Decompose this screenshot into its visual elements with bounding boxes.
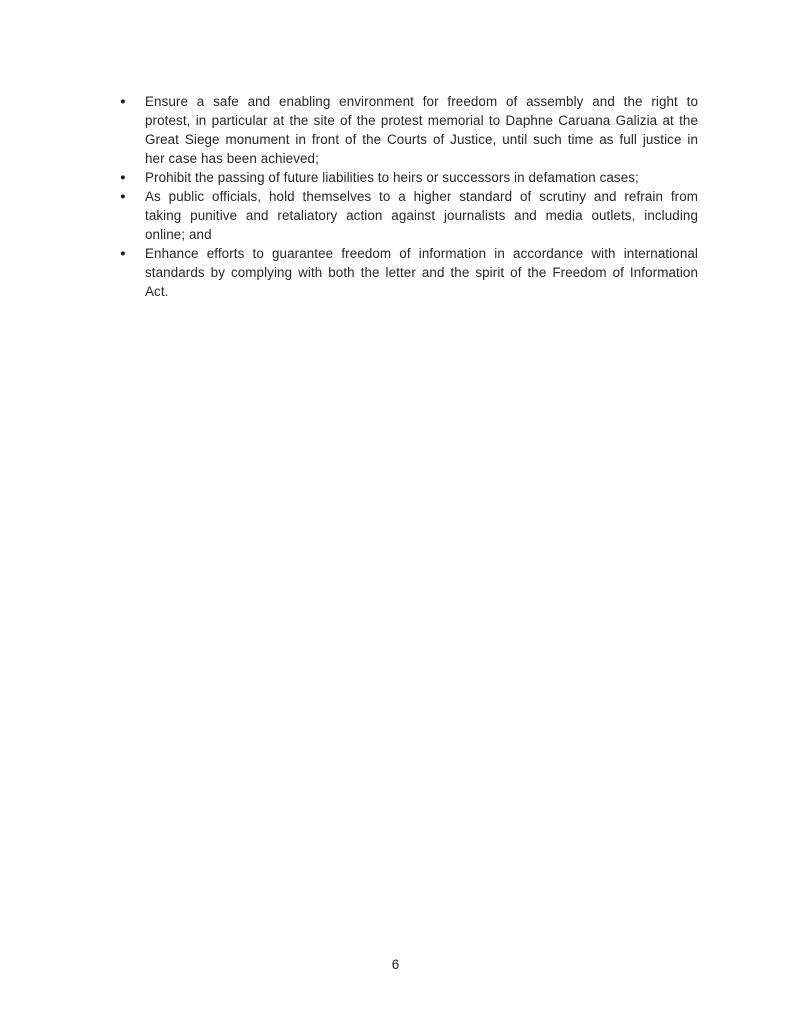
bullet-icon: ● xyxy=(120,96,126,107)
list-item xyxy=(118,168,698,187)
bullet-icon: ● xyxy=(120,191,126,202)
bullet-text-line: As public officials, hold themselves to a higher standard of scrutiny and refrain from xyxy=(145,189,698,204)
bullet-text-line: Enhance efforts to guarantee freedom of information in accordance with international xyxy=(145,246,698,261)
bullet-text-line: Great Siege monument in front of the Courts of Justice, until such time as full justice in xyxy=(145,132,698,147)
page-content xyxy=(118,92,698,301)
bullet-icon: ● xyxy=(120,172,126,183)
bullet-text-line: online; and xyxy=(145,227,212,242)
bullet-text-line: protest, in particular at the site of the protest memorial to Daphne Caruana Galizia at the xyxy=(145,113,698,128)
list-item xyxy=(118,244,698,301)
bullet-text-line: Prohibit the passing of future liabilities to heirs or successors in defamation cases; xyxy=(145,170,639,185)
list-item xyxy=(118,187,698,244)
bullet-text-line: standards by complying with both the letter and the spirit of the Freedom of Information xyxy=(145,265,698,280)
bullet-text-line: Act. xyxy=(145,284,169,299)
bullet-icon: ● xyxy=(120,248,126,259)
bullet-list xyxy=(118,92,698,301)
bullet-text-line: her case has been achieved; xyxy=(145,151,319,166)
bullet-text-line: Ensure a safe and enabling environment for freedom of assembly and the right to xyxy=(145,94,698,109)
page-number: 6 xyxy=(391,957,400,972)
bullet-text-line: taking punitive and retaliatory action against journalists and media outlets, including xyxy=(145,208,698,223)
list-item xyxy=(118,92,698,168)
